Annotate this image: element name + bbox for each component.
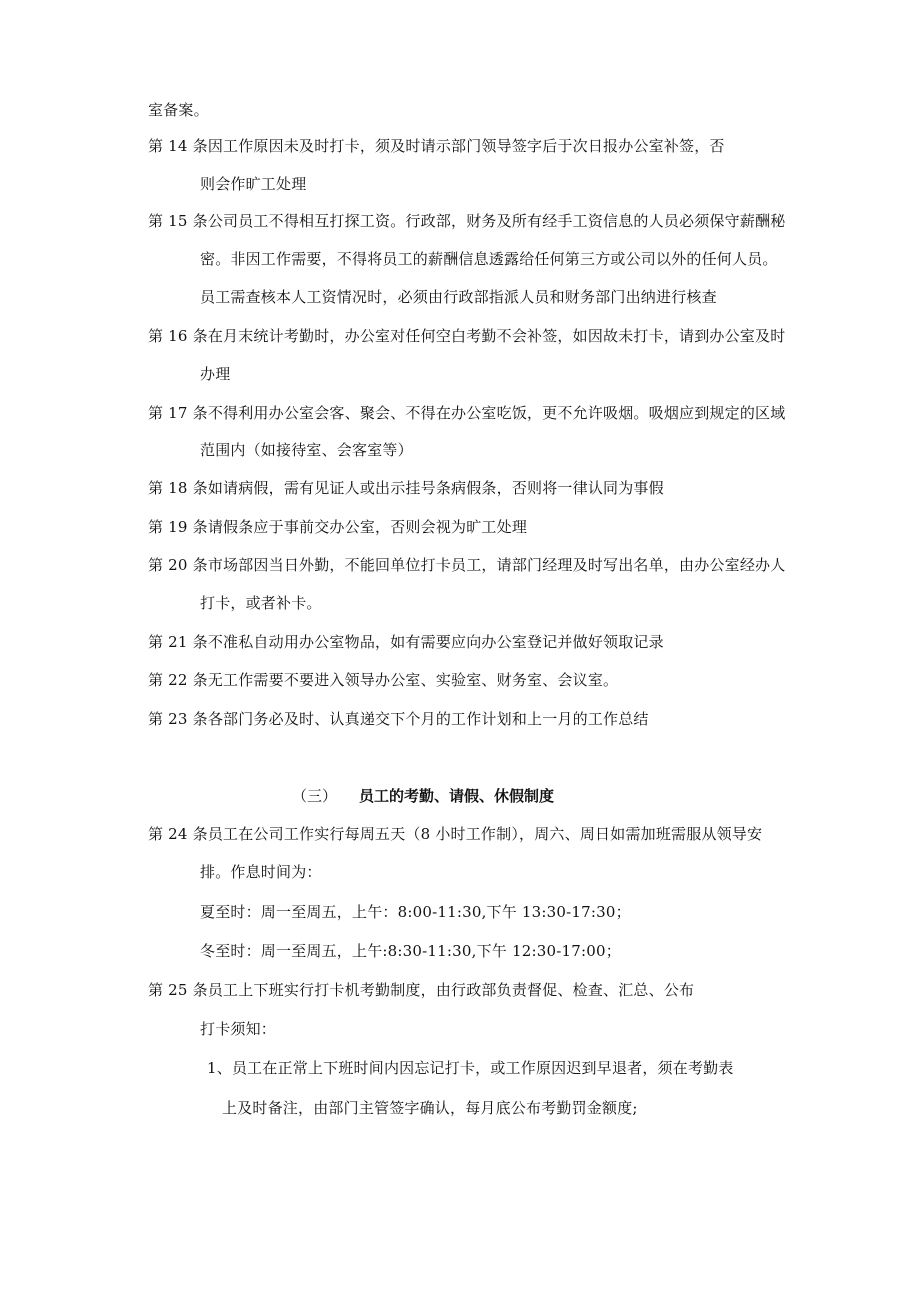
article-16: 第 16 条在月末统计考勤时，办公室对任何空白考勤不会补签，如因故未打卡，请到办公室及时 <box>148 327 786 345</box>
article-15: 第 15 条公司员工不得相互打探工资。行政部，财务及所有经手工资信息的人员必须保守薪酬秘 <box>148 212 786 230</box>
article-14: 第 14 条因工作原因未及时打卡，须及时请示部门领导签字后于次日报办公室补签，否 <box>148 137 725 155</box>
text-line: 上及时备注，由部门主管签字确认，每月底公布考勤罚金额度; <box>222 1099 638 1117</box>
article-22: 第 22 条无工作需要不要进入领导办公室、实验室、财务室、会议室。 <box>148 671 619 689</box>
text-line: 打卡，或者补卡。 <box>200 594 322 612</box>
text-line: 办理 <box>200 365 231 383</box>
text-line: 排。作息时间为： <box>200 863 322 881</box>
schedule-winter: 冬至时：周一至周五，上午:8:30-11:30,下午 12:30-17:00； <box>200 942 621 960</box>
text-line: 范围内（如接待室、会客室等） <box>200 441 413 459</box>
list-item-1: 1、员工在正常上下班时间内因忘记打卡，或工作原因迟到早退者，须在考勤表 <box>207 1059 734 1077</box>
article-21: 第 21 条不准私自动用办公室物品，如有需要应向办公室登记并做好领取记录 <box>148 633 664 651</box>
article-20: 第 20 条市场部因当日外勤，不能回单位打卡员工，请部门经理及时写出名单，由办公室经办人 <box>148 556 786 574</box>
text-line: 打卡须知： <box>200 1020 277 1038</box>
section-title: 员工的考勤、请假、休假制度 <box>359 787 555 805</box>
text-line: 员工需查核本人工资情况时，必须由行政部指派人员和财务部门出纳进行核查 <box>200 288 717 306</box>
article-19: 第 19 条请假条应于事前交办公室，否则会视为旷工处理 <box>148 518 528 536</box>
article-17: 第 17 条不得利用办公室会客、聚会、不得在办公室吃饭，更不允许吸烟。吸烟应到规定的区域 <box>148 404 786 422</box>
text-line: 室备案。 <box>148 101 209 119</box>
article-23: 第 23 条各部门务必及时、认真递交下个月的工作计划和上一月的工作总结 <box>148 710 649 728</box>
article-25: 第 25 条员工上下班实行打卡机考勤制度，由行政部负责督促、检查、汇总、公布 <box>148 981 695 999</box>
text-line: 则会作旷工处理 <box>200 175 307 193</box>
section-number: （三） <box>292 787 338 805</box>
text-line: 密。非因工作需要，不得将员工的薪酬信息透露给任何第三方或公司以外的任何人员。 <box>200 250 778 268</box>
article-24: 第 24 条员工在公司工作实行每周五天（8 小时工作制），周六、周日如需加班需服从领导安 <box>148 825 763 843</box>
schedule-summer: 夏至时：周一至周五，上午：8:00-11:30,下午 13:30-17:30； <box>200 903 631 921</box>
article-18: 第 18 条如请病假，需有见证人或出示挂号条病假条，否则将一律认同为事假 <box>148 479 664 497</box>
section-heading <box>292 786 554 806</box>
